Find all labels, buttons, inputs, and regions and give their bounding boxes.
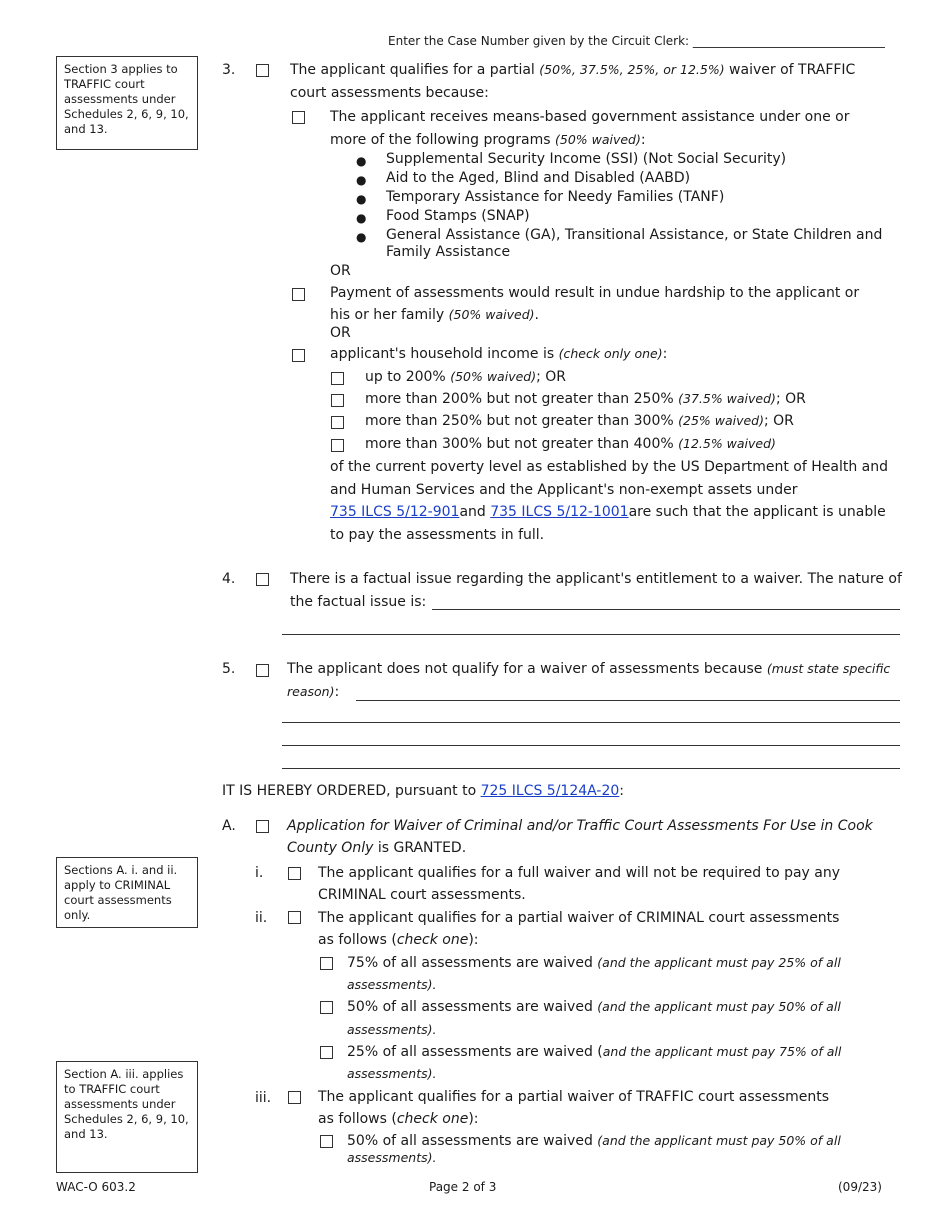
item-4-checkbox[interactable] xyxy=(256,573,269,586)
program-aabd: Aid to the Aged, Blind and Disabled (AABD) xyxy=(386,170,691,186)
revision-date: (09/23) xyxy=(838,1180,882,1194)
text: : xyxy=(640,132,646,148)
item-4-line-2: the factual issue is: xyxy=(290,594,427,610)
income-200-option xyxy=(365,369,566,385)
sidebar-line: assessments under xyxy=(64,92,176,106)
text: more than 200% but not greater than 250% xyxy=(365,391,679,407)
item-3-hardship-checkbox[interactable] xyxy=(292,288,305,301)
text-italic: (must state specific xyxy=(766,661,891,676)
item-3-means-based-line-1: The applicant receives means-based government assistance under one or xyxy=(330,109,850,125)
program-ga: General Assistance (GA), Transitional Assistance, or State Children and xyxy=(386,227,883,243)
section-a-iii-line-1: The applicant qualifies for a partial waiver of TRAFFIC court assessments xyxy=(318,1089,830,1105)
text-italic: (50%, 37.5%, 25%, or 12.5%) xyxy=(539,62,725,77)
sidebar-line: TRAFFIC court xyxy=(64,77,145,91)
sidebar-line: assessments under xyxy=(64,1097,176,1111)
or-label: OR xyxy=(330,325,351,341)
section-a-checkbox[interactable] xyxy=(256,820,269,833)
poverty-line-2: and Human Services and the Applicant's non-exempt assets under xyxy=(330,482,798,498)
section-a-line-2 xyxy=(287,840,466,856)
section-a-number: A. xyxy=(222,818,236,834)
item-5-number: 5. xyxy=(222,661,236,677)
text: more than 250% but not greater than 300% xyxy=(365,413,679,429)
text-italic: County Only xyxy=(287,840,374,856)
bullet-icon: ● xyxy=(356,173,367,187)
text: 50% of all assessments are waived xyxy=(347,1133,598,1149)
income-300-option xyxy=(365,413,794,429)
criminal-75-checkbox[interactable] xyxy=(320,957,333,970)
traffic-50-checkbox[interactable] xyxy=(320,1135,333,1148)
text: : xyxy=(619,783,625,799)
traffic-50-option xyxy=(347,1133,841,1149)
item-3-checkbox[interactable] xyxy=(256,64,269,77)
text: ; OR xyxy=(764,413,794,429)
item-5-checkbox[interactable] xyxy=(256,664,269,677)
program-ga-cont: Family Assistance xyxy=(386,244,511,260)
text-italic: (50% waived) xyxy=(554,132,641,147)
text: more than 300% but not greater than 400% xyxy=(365,436,679,452)
sidebar-line: and 13. xyxy=(64,122,108,136)
text: ): xyxy=(468,1111,479,1127)
text-italic: (check only one) xyxy=(558,346,663,361)
item-3-means-based-checkbox[interactable] xyxy=(292,111,305,124)
section-a-i-line-2: CRIMINAL court assessments. xyxy=(318,887,526,903)
poverty-line-1: of the current poverty level as established by the US Department of Health and xyxy=(330,459,888,475)
sidebar-line: Schedules 2, 6, 9, 10, xyxy=(64,1112,189,1126)
traffic-50-option-cont: assessments). xyxy=(347,1150,437,1165)
link-735-ilcs-12-1001[interactable]: 735 ILCS 5/12-1001 xyxy=(490,504,629,520)
section-a-i-checkbox[interactable] xyxy=(288,867,301,880)
sidebar-note-section-a-i-ii xyxy=(56,857,198,928)
reason-field-3[interactable] xyxy=(282,745,900,746)
criminal-75-option xyxy=(347,955,841,971)
income-250-option xyxy=(365,391,806,407)
section-a-i-line-1: The applicant qualifies for a full waiver and will not be required to pay any xyxy=(318,865,841,881)
text: The applicant does not qualify for a waiver of assessments because xyxy=(287,661,767,677)
income-400-option xyxy=(365,436,776,452)
text-italic: check one xyxy=(396,932,469,948)
sidebar-line: Schedules 2, 6, 9, 10, xyxy=(64,107,189,121)
factual-issue-field-2[interactable] xyxy=(282,634,900,635)
text: . xyxy=(534,307,539,323)
income-300-checkbox[interactable] xyxy=(331,416,344,429)
case-number-label-text: Enter the Case Number given by the Circuit Clerk: xyxy=(388,34,690,48)
text: as follows ( xyxy=(318,1111,397,1127)
section-a-i-number: i. xyxy=(255,865,264,881)
income-400-checkbox[interactable] xyxy=(331,439,344,452)
text: ): xyxy=(468,932,479,948)
poverty-line-4: to pay the assessments in full. xyxy=(330,527,545,543)
bullet-icon: ● xyxy=(356,154,367,168)
criminal-25-option-cont: assessments). xyxy=(347,1066,437,1081)
link-735-ilcs-12-901[interactable]: 735 ILCS 5/12-901 xyxy=(330,504,460,520)
item-3-hardship-line-2 xyxy=(330,307,539,323)
criminal-50-option-cont: assessments). xyxy=(347,1022,437,1037)
text: applicant's household income is xyxy=(330,346,559,362)
section-a-line-1: Application for Waiver of Criminal and/or Traffic Court Assessments For Use in Cook xyxy=(287,818,873,834)
text: more of the following programs xyxy=(330,132,555,148)
text: ; OR xyxy=(536,369,567,385)
income-200-checkbox[interactable] xyxy=(331,372,344,385)
reason-field-1[interactable] xyxy=(356,700,900,701)
sidebar-line: and 13. xyxy=(64,1127,108,1141)
item-3-line-2: court assessments because: xyxy=(290,85,489,101)
reason-field-2[interactable] xyxy=(282,722,900,723)
criminal-75-option-cont: assessments). xyxy=(347,977,437,992)
text: and xyxy=(459,504,491,520)
text-italic: (and the applicant must pay 50% of all xyxy=(597,999,841,1014)
text-italic: (50% waived) xyxy=(450,369,537,384)
section-a-ii-line-2 xyxy=(318,932,479,948)
sidebar-line: Section 3 applies to xyxy=(64,62,178,76)
factual-issue-field-1[interactable] xyxy=(432,609,900,610)
bullet-icon: ● xyxy=(356,192,367,206)
case-number-field[interactable]: ________________________________ xyxy=(692,34,885,48)
text: : xyxy=(662,346,668,362)
sidebar-line: court assessments xyxy=(64,893,172,907)
sidebar-line: Section A. iii. applies xyxy=(64,1067,184,1081)
item-3-income-line xyxy=(330,346,667,362)
item-5-line-1 xyxy=(287,661,890,677)
case-number-label xyxy=(388,34,885,48)
order-statement xyxy=(222,783,624,799)
section-a-ii-checkbox[interactable] xyxy=(288,911,301,924)
item-3-means-based-line-2 xyxy=(330,132,646,148)
sidebar-note-section-3 xyxy=(56,56,198,150)
text: are such that the applicant is unable xyxy=(628,504,886,520)
text-italic: (and the applicant must pay 25% of all xyxy=(597,955,841,970)
text: 25% of all assessments are waived ( xyxy=(347,1044,603,1060)
sidebar-line: to TRAFFIC court xyxy=(64,1082,160,1096)
item-3-line-1 xyxy=(290,62,855,78)
section-a-iii-line-2 xyxy=(318,1111,479,1127)
item-3-hardship-line-1: Payment of assessments would result in undue hardship to the applicant or xyxy=(330,285,860,301)
text: 50% of all assessments are waived xyxy=(347,999,598,1015)
text-italic: (37.5% waived) xyxy=(678,391,776,406)
bullet-icon: ● xyxy=(356,230,367,244)
text: ; OR xyxy=(775,391,806,407)
item-4-line-1: There is a factual issue regarding the applicant's entitlement to a waiver. The nature of xyxy=(290,571,902,587)
text: up to 200% xyxy=(365,369,451,385)
text-italic: and the applicant must pay 75% of all xyxy=(602,1044,842,1059)
sidebar-note-section-a-iii xyxy=(56,1061,198,1173)
income-250-checkbox[interactable] xyxy=(331,394,344,407)
or-label: OR xyxy=(330,263,351,279)
section-a-ii-line-1: The applicant qualifies for a partial waiver of CRIMINAL court assessments xyxy=(318,910,840,926)
poverty-line-3 xyxy=(330,504,886,520)
sidebar-line: apply to CRIMINAL xyxy=(64,878,171,892)
text: as follows ( xyxy=(318,932,397,948)
text: The applicant qualifies for a partial xyxy=(290,62,540,78)
section-a-iii-number: iii. xyxy=(255,1090,272,1106)
text-italic: (25% waived) xyxy=(678,413,764,428)
criminal-50-checkbox[interactable] xyxy=(320,1001,333,1014)
link-725-ilcs-124a-20[interactable]: 725 ILCS 5/124A-20 xyxy=(480,783,620,799)
program-ssi: Supplemental Security Income (SSI) (Not Social Security) xyxy=(386,151,787,167)
item-3-number: 3. xyxy=(222,62,236,78)
text: : xyxy=(334,684,340,700)
reason-field-4[interactable] xyxy=(282,768,900,769)
text: 75% of all assessments are waived xyxy=(347,955,598,971)
text: IT IS HEREBY ORDERED, pursuant to xyxy=(222,783,481,799)
criminal-25-option xyxy=(347,1044,841,1060)
item-5-line-2 xyxy=(287,684,339,700)
item-4-number: 4. xyxy=(222,571,236,587)
text-italic: check one xyxy=(396,1111,469,1127)
program-snap: Food Stamps (SNAP) xyxy=(386,208,530,224)
text-italic: (12.5% waived) xyxy=(678,436,776,451)
form-number: WAC-O 603.2 xyxy=(56,1180,136,1194)
text-italic: reason) xyxy=(287,684,335,699)
criminal-25-checkbox[interactable] xyxy=(320,1046,333,1059)
page-number: Page 2 of 3 xyxy=(429,1180,497,1194)
text-italic: (and the applicant must pay 50% of all xyxy=(597,1133,841,1148)
text: is GRANTED. xyxy=(373,840,467,856)
section-a-ii-number: ii. xyxy=(255,910,268,926)
program-tanf: Temporary Assistance for Needy Families (TANF) xyxy=(386,189,725,205)
criminal-50-option xyxy=(347,999,841,1015)
text: his or her family xyxy=(330,307,449,323)
sidebar-line: Sections A. i. and ii. xyxy=(64,863,178,877)
text-italic: (50% waived) xyxy=(448,307,535,322)
section-a-iii-checkbox[interactable] xyxy=(288,1091,301,1104)
item-3-income-checkbox[interactable] xyxy=(292,349,305,362)
bullet-icon: ● xyxy=(356,211,367,225)
sidebar-line: only. xyxy=(64,908,91,922)
text: waiver of TRAFFIC xyxy=(724,62,856,78)
